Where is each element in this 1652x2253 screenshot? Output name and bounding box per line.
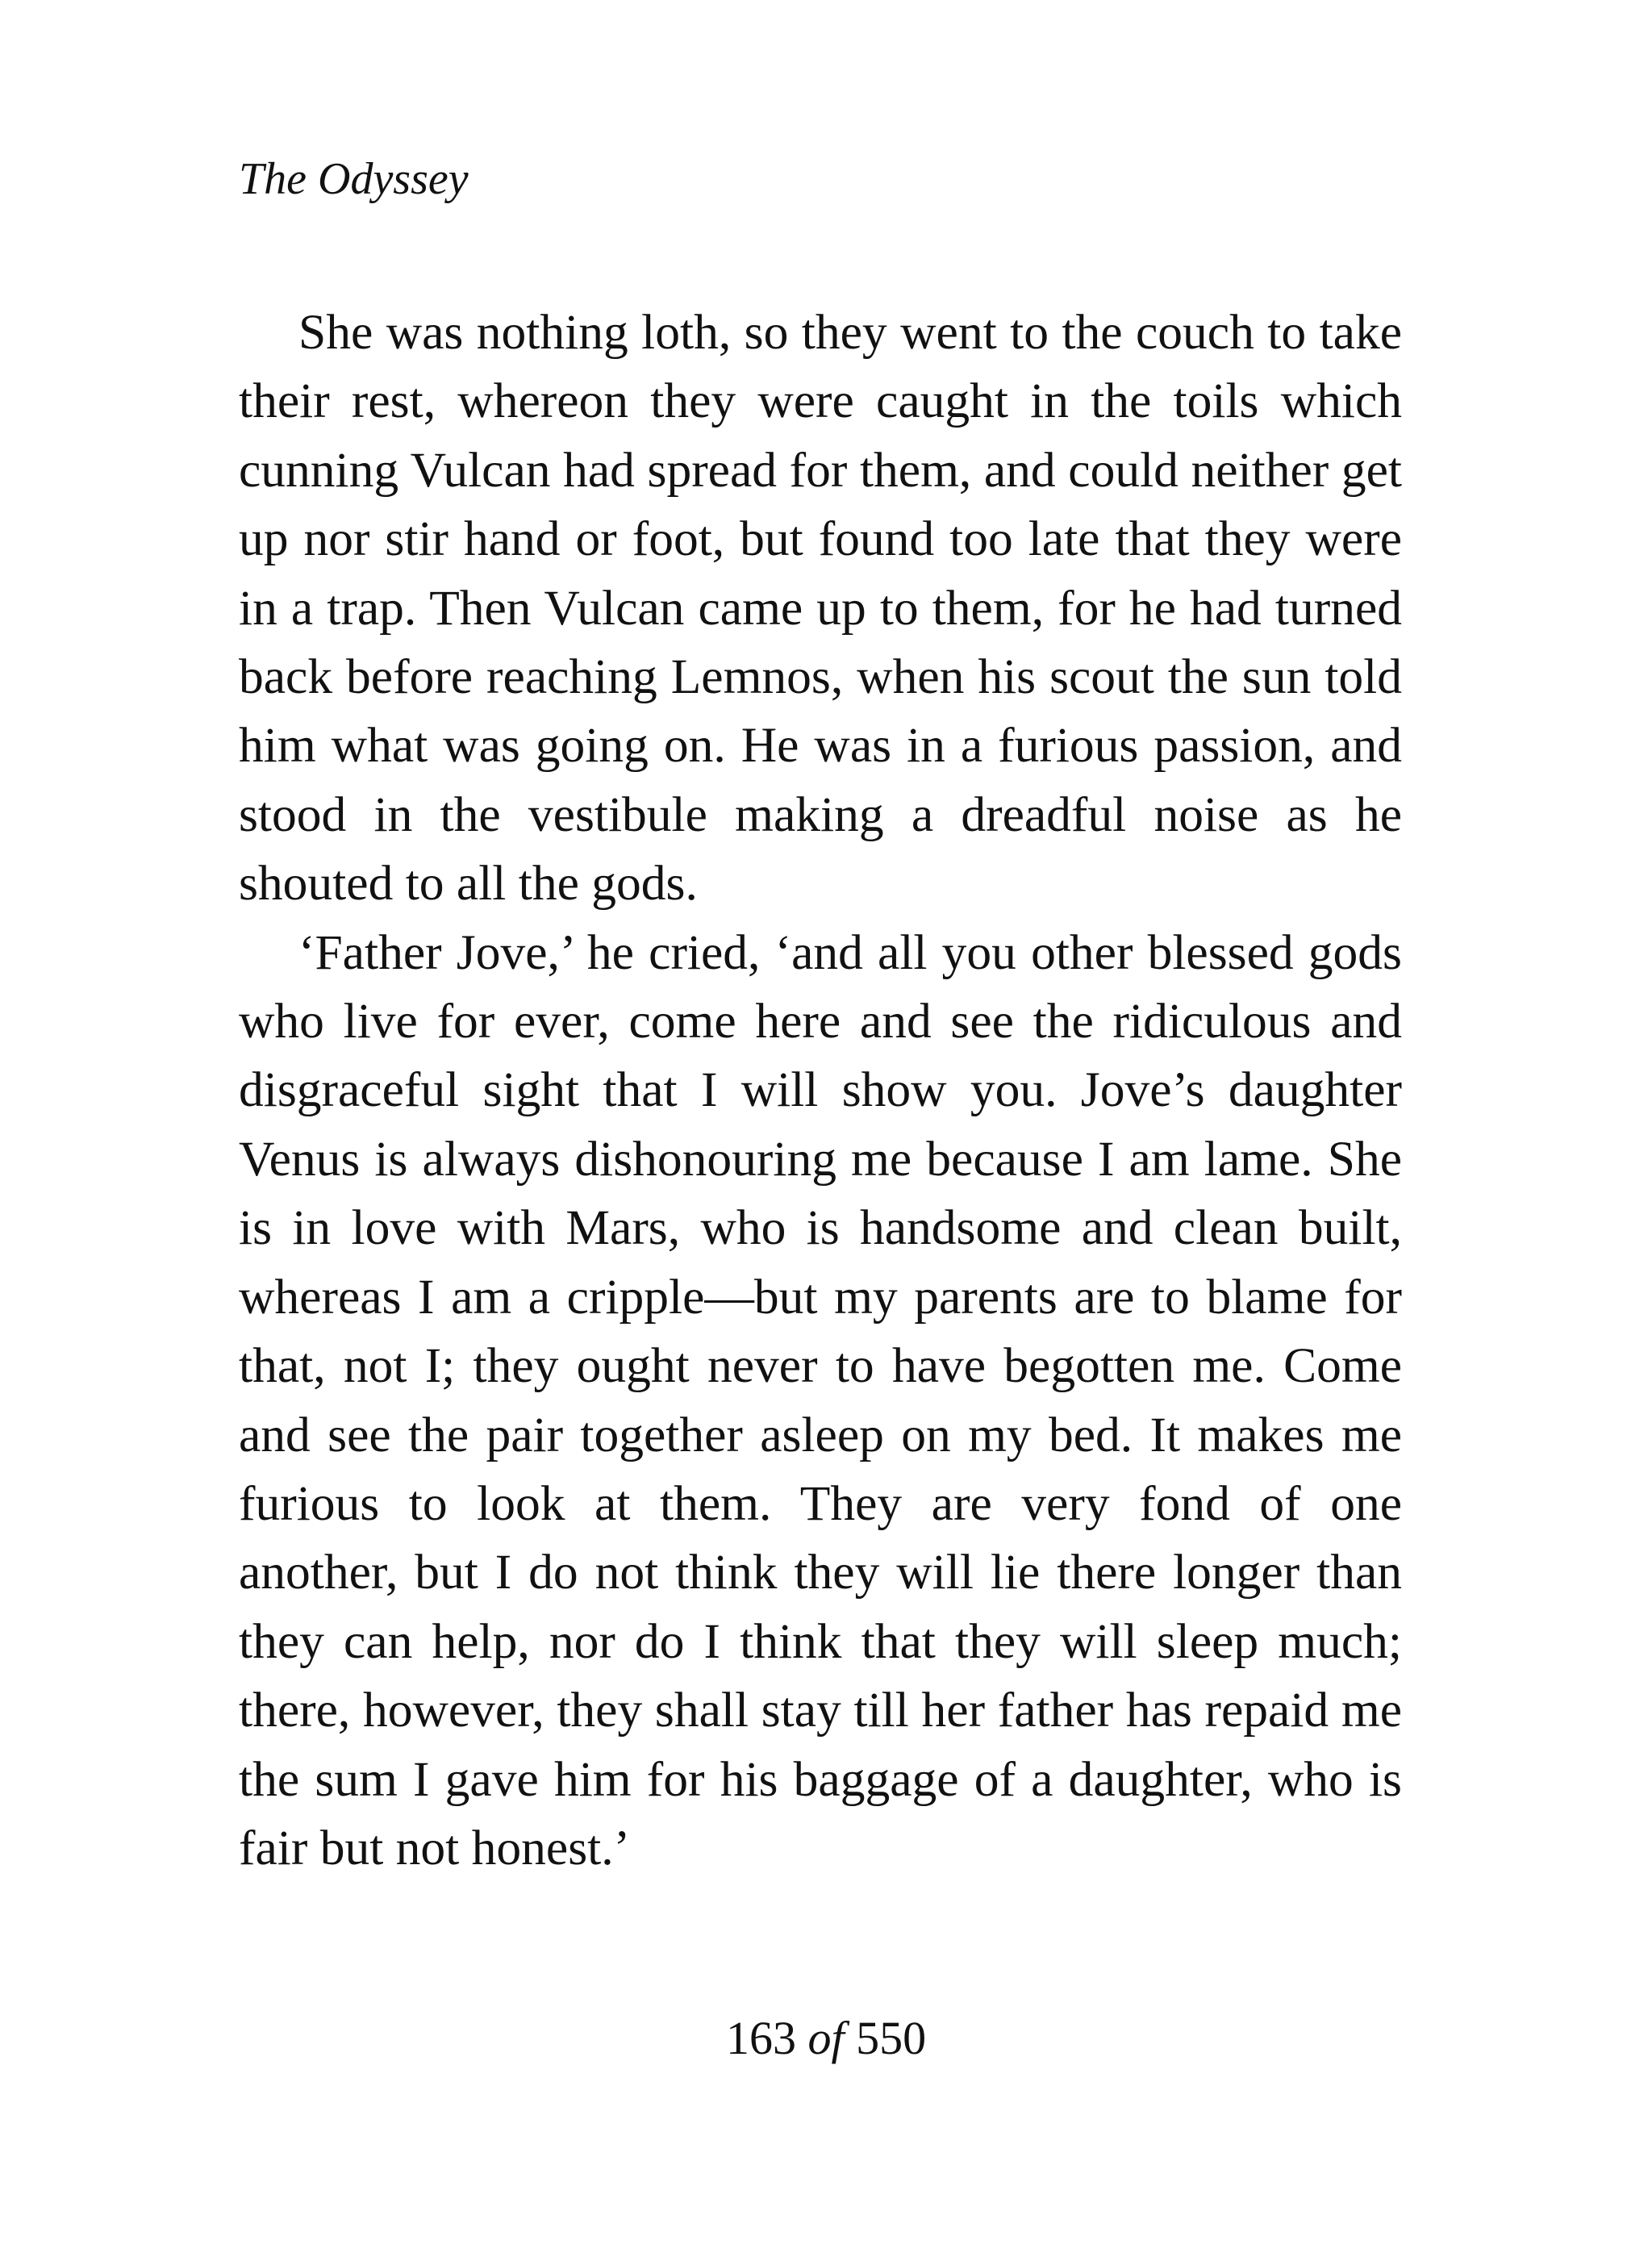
running-title: The Odyssey bbox=[239, 154, 469, 204]
paragraph: She was nothing loth, so they went to the couch to take their rest, whereon they were caught in the toils which cunning Vulcan had spread for them, and could neither get up nor stir hand or foot, but found too late that they were in a trap. Then Vulcan came up to them, for he had turned back before reaching Lemnos, when his scout the sun told him what was going on. He was in a furious passion, and stood in the vestibule making a dreadful noise as he shouted to all the gods. bbox=[239, 305, 1402, 912]
page-of-label: of bbox=[807, 2012, 845, 2064]
page-number bbox=[0, 2012, 1652, 2065]
page-total: 550 bbox=[856, 2012, 927, 2064]
body-text bbox=[239, 298, 1402, 1883]
paragraph: ‘Father Jove,’ he cried, ‘and all you other blessed gods who live for ever, come here and see the ridiculous and disgraceful sight that I will show you. Jove’s daughter Venus is always dishonouring me because I am lame. She is in love with Mars, who is handsome and clean built, whereas I am a cripple—but my parents are to blame for that, not I; they ought never to have begotten me. Come and see the pair together asleep on my bed. It makes me furious to look at them. They are very fond of one another, but I do not think they will lie there longer than they can help, nor do I think that they will sleep much; there, however, they shall stay till her father has repaid me the sum I gave him for his baggage of a daughter, who is fair but not honest.’ bbox=[239, 924, 1402, 1875]
page-current: 163 bbox=[725, 2012, 796, 2064]
